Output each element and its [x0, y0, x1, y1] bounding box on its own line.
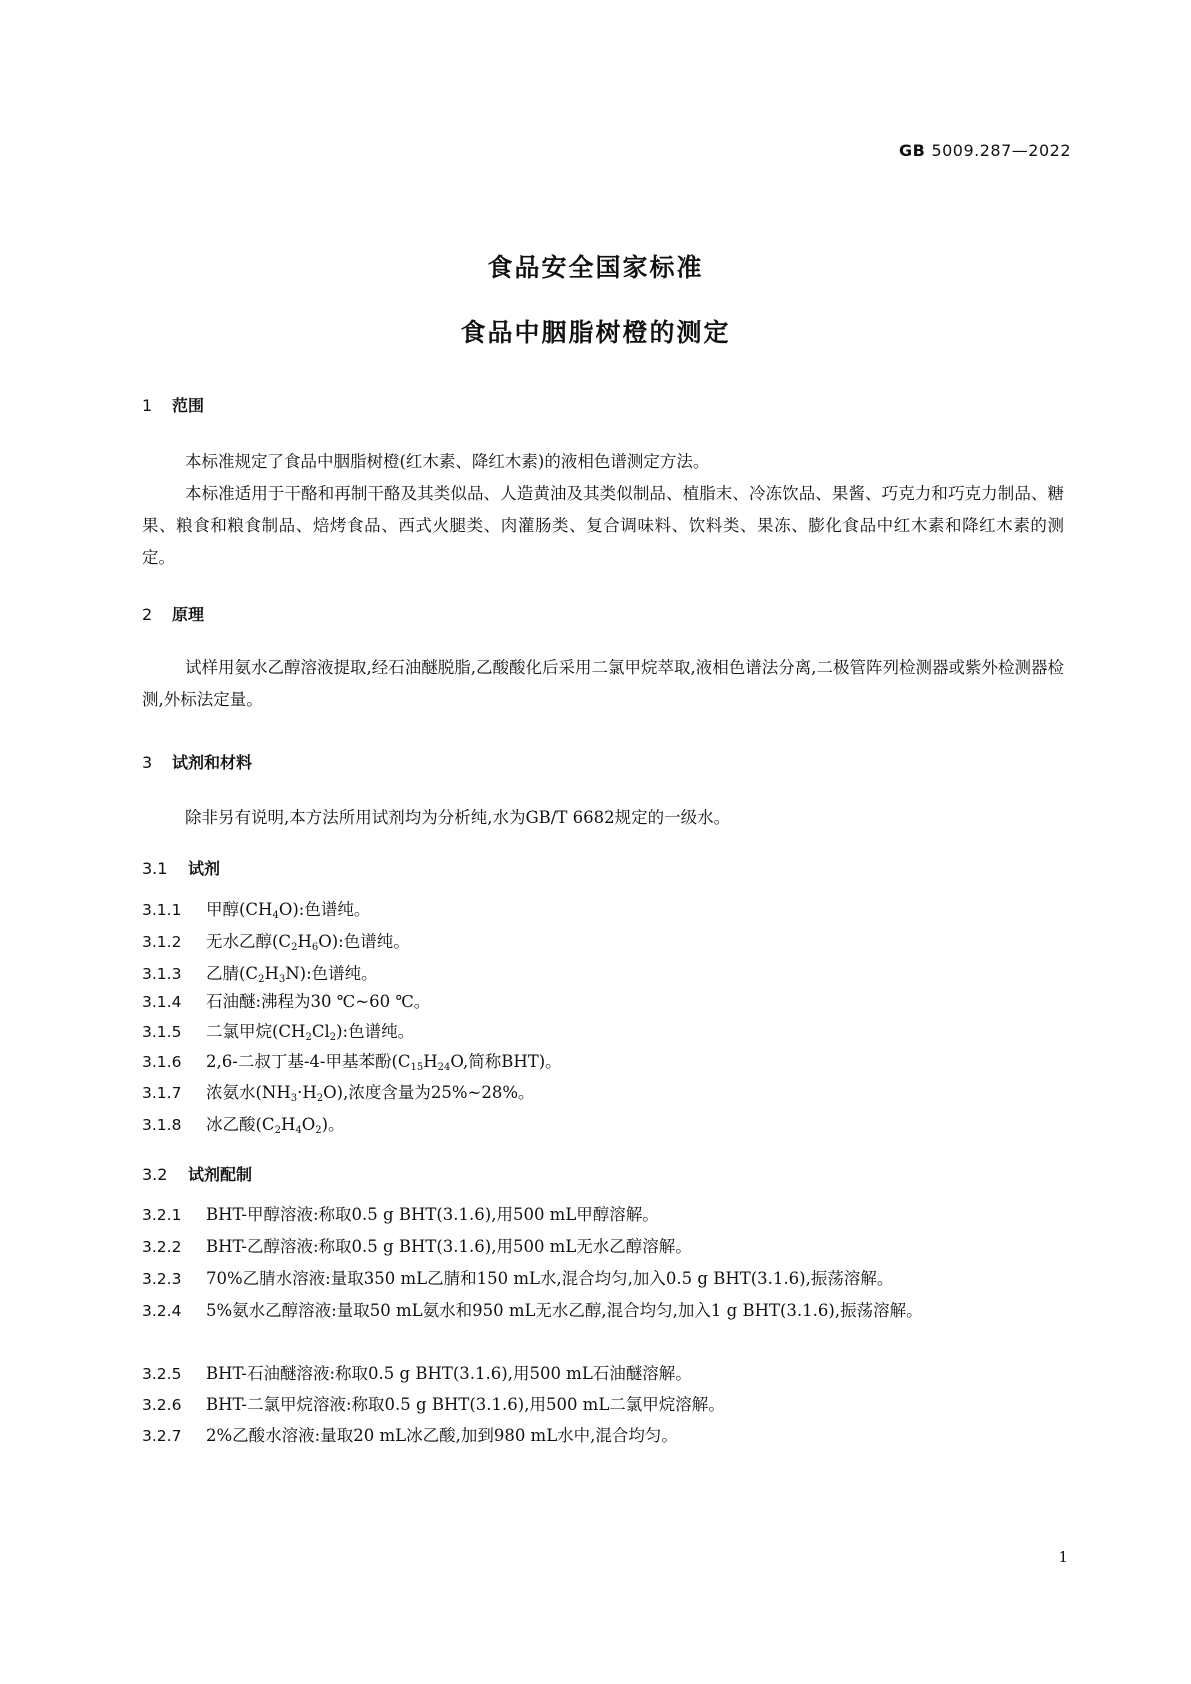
section-title: 试剂配制	[188, 1165, 253, 1184]
reagent-item: 3.1.2 无水乙醇$(C_2H_6O)$:色谱纯。	[142, 932, 410, 953]
reagent-item: 3.1.5 二氯甲烷$(CH_2Cl_2)$:色谱纯。	[142, 1022, 415, 1043]
section-1-paragraph-2: 本标准适用于干酪和再制干酪及其类似品、人造黄油及其类似制品、植脂末、冷冻饮品、果酱、巧克力和巧克力制品、糖果、粮食和粮食制品、焙烤食品、西式火腿类、肉灌肠类、复合调味料、饮料类、果冻、膨化食品中红木素和降红木素的测定。	[142, 484, 1064, 567]
reagent-item: 3.1.4 石油醚:沸程为30 ℃~60 ℃。	[142, 992, 431, 1011]
section-3-heading	[142, 750, 252, 773]
section-2-heading	[142, 602, 204, 625]
standard-code: 5009.287—2022	[931, 141, 1071, 160]
preparation-item: 3.2.1 BHT-甲醇溶液:称取0.5 g BHT(3.1.6),用500 mL甲醇溶解。	[142, 1205, 659, 1224]
reagent-item: 3.1.7 浓氨水$(NH_3\cdot H_2O)$,浓度含量为25%~28%。	[142, 1083, 535, 1104]
preparation-item: 3.2.4 5%氨水乙醇溶液:量取50 mL氨水和950 mL无水乙醇,混合均匀,加入1 g BHT(3.1.6),振荡溶解。	[142, 1301, 923, 1320]
preparation-item: 3.2.3 70%乙腈水溶液:量取350 mL乙腈和150 mL水,混合均匀,加入0.5 g BHT(3.1.6),振荡溶解。	[142, 1269, 894, 1288]
reagent-item: 3.1.1 甲醇$(CH_4O)$:色谱纯。	[142, 900, 371, 921]
subsection-3-1-heading	[142, 856, 220, 879]
standard-number	[899, 141, 1071, 160]
reagent-item: 3.1.8 冰乙酸$(C_2H_4O_2)$。	[142, 1115, 345, 1136]
section-2-paragraph-1: 试样用氨水乙醇溶液提取,经石油醚脱脂,乙酸酸化后采用二氯甲烷萃取,液相色谱法分离,二极管阵列检测器或紫外检测器检测,外标法定量。	[142, 658, 1064, 709]
section-title: 试剂和材料	[172, 753, 253, 772]
section-1-heading	[142, 393, 204, 416]
section-number: 3.2	[142, 1165, 168, 1184]
section-number: 3.1	[142, 859, 168, 878]
section-3-paragraph-1: 除非另有说明,本方法所用试剂均为分析纯,水为GB/T 6682规定的一级水。	[185, 808, 731, 827]
page-number: 1	[1058, 1548, 1068, 1566]
section-number: 1	[142, 396, 153, 415]
standard-prefix: GB	[899, 141, 926, 160]
section-1-paragraph-1: 本标准规定了食品中胭脂树橙(红木素、降红木素)的液相色谱测定方法。	[185, 452, 710, 471]
document-title-line1: 食品安全国家标准	[487, 253, 704, 282]
reagent-item: 3.1.6 2,6-二叔丁基-4-甲基苯酚($C_{15}H_{24}O$,简称BHT)。	[142, 1052, 562, 1073]
section-title: 原理	[172, 605, 205, 624]
preparation-item: 3.2.7 2%乙酸水溶液:量取20 mL冰乙酸,加到980 mL水中,混合均匀。	[142, 1426, 678, 1445]
preparation-item: 3.2.2 BHT-乙醇溶液:称取0.5 g BHT(3.1.6),用500 mL无水乙醇溶解。	[142, 1237, 692, 1256]
section-number: 2	[142, 605, 153, 624]
section-number: 3	[142, 753, 153, 772]
document-title-line2: 食品中胭脂树橙的测定	[460, 318, 731, 347]
preparation-item: 3.2.6 BHT-二氯甲烷溶液:称取0.5 g BHT(3.1.6),用500 mL二氯甲烷溶解。	[142, 1395, 725, 1414]
section-title: 试剂	[188, 859, 221, 878]
preparation-item: 3.2.5 BHT-石油醚溶液:称取0.5 g BHT(3.1.6),用500 mL石油醚溶解。	[142, 1364, 692, 1383]
section-title: 范围	[172, 396, 205, 415]
reagent-item: 3.1.3 乙腈$(C_2H_3N)$:色谱纯。	[142, 964, 378, 985]
subsection-3-2-heading	[142, 1162, 252, 1185]
